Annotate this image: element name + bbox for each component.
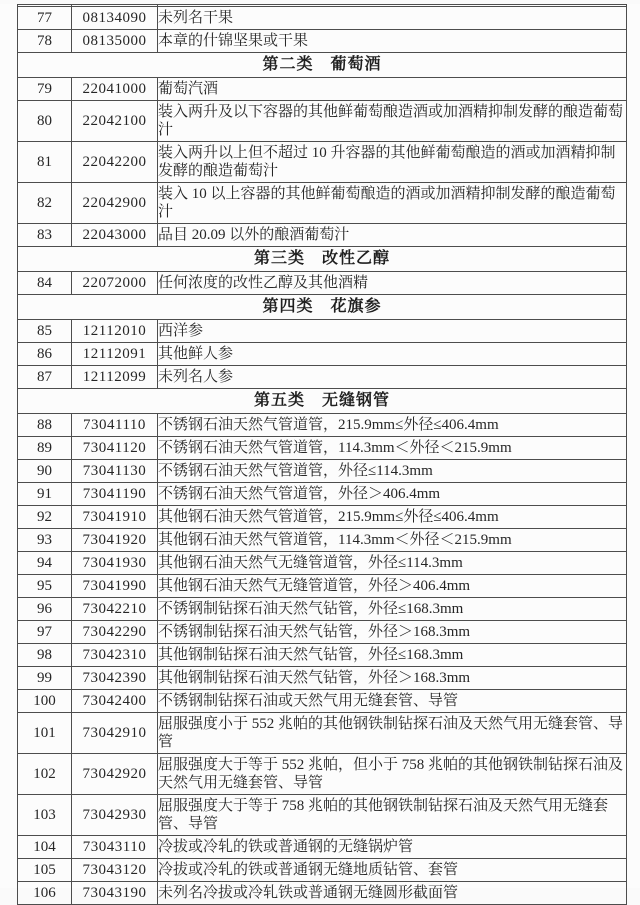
hs-code-cell: 12112010 <box>72 320 158 343</box>
description-cell: 未列名人参 <box>158 366 627 389</box>
description-cell: 其他钢石油天然气管道管，114.3mm＜外径＜215.9mm <box>158 529 627 552</box>
row-number-cell: 87 <box>18 366 72 389</box>
description-cell: 不锈钢制钻探石油天然气钻管，外径＞168.3mm <box>158 621 627 644</box>
hs-code-cell: 73041190 <box>72 483 158 506</box>
row-number-cell: 88 <box>18 414 72 437</box>
table-row <box>18 621 627 644</box>
hs-code-cell: 73042930 <box>72 795 158 836</box>
description-cell: 品目 20.09 以外的酿酒葡萄汁 <box>158 224 627 247</box>
table-row <box>18 713 627 754</box>
hs-code-cell: 73041920 <box>72 529 158 552</box>
hs-code-cell: 73042310 <box>72 644 158 667</box>
table-row <box>18 644 627 667</box>
row-number-cell: 103 <box>18 795 72 836</box>
row-number-cell: 94 <box>18 552 72 575</box>
hs-code-cell: 73042920 <box>72 754 158 795</box>
hs-code-cell: 22042200 <box>72 142 158 183</box>
hs-code-cell: 73041110 <box>72 414 158 437</box>
description-cell: 不锈钢石油天然气管道管，外径≤114.3mm <box>158 460 627 483</box>
description-cell: 未列名干果 <box>158 7 627 30</box>
table-row <box>18 836 627 859</box>
table-row <box>18 598 627 621</box>
description-cell: 冷拔或冷轧的铁或普通钢无缝地质钻管、套管 <box>158 859 627 882</box>
description-cell: 其他钢制钻探石油天然气钻管，外径≤168.3mm <box>158 644 627 667</box>
hs-code-cell: 22041000 <box>72 78 158 101</box>
description-cell: 未列名冷拔或冷轧铁或普通钢无缝圆形截面管 <box>158 882 627 905</box>
hs-code-cell: 73042210 <box>72 598 158 621</box>
hs-code-cell: 73042910 <box>72 713 158 754</box>
section-title: 第三类 改性乙醇 <box>18 247 627 272</box>
row-number-cell: 90 <box>18 460 72 483</box>
table-row <box>18 320 627 343</box>
description-cell: 屈服强度大于等于 552 兆帕，但小于 758 兆帕的其他钢铁制钻探石油及天然气用无缝套管、导管 <box>158 754 627 795</box>
table-row <box>18 506 627 529</box>
description-cell: 不锈钢制钻探石油天然气钻管，外径≤168.3mm <box>158 598 627 621</box>
table-row <box>18 882 627 905</box>
row-number-cell: 104 <box>18 836 72 859</box>
description-cell: 装入 10 以上容器的其他鲜葡萄酿造的酒或加酒精抑制发酵的酿造葡萄汁 <box>158 183 627 224</box>
row-number-cell: 97 <box>18 621 72 644</box>
description-cell: 冷拔或冷轧的铁或普通钢的无缝锅炉管 <box>158 836 627 859</box>
table-row <box>18 460 627 483</box>
hs-code-cell: 73041930 <box>72 552 158 575</box>
description-cell: 不锈钢制钻探石油或天然气用无缝套管、导管 <box>158 690 627 713</box>
table-row <box>18 343 627 366</box>
row-number-cell: 91 <box>18 483 72 506</box>
row-number-cell: 98 <box>18 644 72 667</box>
row-number-cell: 92 <box>18 506 72 529</box>
row-number-cell: 83 <box>18 224 72 247</box>
row-number-cell: 78 <box>18 30 72 53</box>
table-row <box>18 366 627 389</box>
table-row <box>18 30 627 53</box>
table-row <box>18 78 627 101</box>
table-row <box>18 795 627 836</box>
hs-code-cell: 22042100 <box>72 101 158 142</box>
description-cell: 本章的什锦坚果或干果 <box>158 30 627 53</box>
document-page <box>0 4 640 901</box>
description-cell: 西洋参 <box>158 320 627 343</box>
row-number-cell: 106 <box>18 882 72 905</box>
hs-code-cell: 22043000 <box>72 224 158 247</box>
row-number-cell: 89 <box>18 437 72 460</box>
hs-code-cell: 73043120 <box>72 859 158 882</box>
description-cell: 不锈钢石油天然气管道管，114.3mm＜外径＜215.9mm <box>158 437 627 460</box>
hs-code-cell: 73042390 <box>72 667 158 690</box>
section-header-row <box>18 295 627 320</box>
hs-code-cell: 22072000 <box>72 272 158 295</box>
hs-code-cell: 73041910 <box>72 506 158 529</box>
hs-code-cell: 08134090 <box>72 7 158 30</box>
row-number-cell: 81 <box>18 142 72 183</box>
table-row <box>18 7 627 30</box>
table-row <box>18 575 627 598</box>
hs-code-cell: 73043190 <box>72 882 158 905</box>
row-number-cell: 105 <box>18 859 72 882</box>
description-cell: 不锈钢石油天然气管道管，外径＞406.4mm <box>158 483 627 506</box>
description-cell: 其他鲜人参 <box>158 343 627 366</box>
row-number-cell: 96 <box>18 598 72 621</box>
table-row <box>18 552 627 575</box>
hs-code-table <box>17 4 627 905</box>
table-row <box>18 667 627 690</box>
row-number-cell: 102 <box>18 754 72 795</box>
description-cell: 其他钢石油天然气管道管，215.9mm≤外径≤406.4mm <box>158 506 627 529</box>
row-number-cell: 80 <box>18 101 72 142</box>
row-number-cell: 85 <box>18 320 72 343</box>
hs-code-cell: 12112091 <box>72 343 158 366</box>
table-row <box>18 101 627 142</box>
section-header-row <box>18 53 627 78</box>
row-number-cell: 84 <box>18 272 72 295</box>
table-row <box>18 437 627 460</box>
section-header-row <box>18 247 627 272</box>
table-row <box>18 690 627 713</box>
row-number-cell: 99 <box>18 667 72 690</box>
description-cell: 屈服强度大于等于 758 兆帕的其他钢铁制钻探石油及天然气用无缝套管、导管 <box>158 795 627 836</box>
table-row <box>18 224 627 247</box>
hs-code-cell: 73041130 <box>72 460 158 483</box>
row-number-cell: 93 <box>18 529 72 552</box>
row-number-cell: 79 <box>18 78 72 101</box>
hs-code-cell: 73041990 <box>72 575 158 598</box>
hs-code-cell: 22042900 <box>72 183 158 224</box>
table-row <box>18 754 627 795</box>
section-title: 第五类 无缝钢管 <box>18 389 627 414</box>
table-row <box>18 529 627 552</box>
section-header-row <box>18 389 627 414</box>
table-row <box>18 142 627 183</box>
row-number-cell: 82 <box>18 183 72 224</box>
hs-code-cell: 08135000 <box>72 30 158 53</box>
description-cell: 其他钢石油天然气无缝管道管，外径＞406.4mm <box>158 575 627 598</box>
section-title: 第四类 花旗参 <box>18 295 627 320</box>
description-cell: 其他钢制钻探石油天然气钻管，外径＞168.3mm <box>158 667 627 690</box>
table-row <box>18 859 627 882</box>
description-cell: 其他钢石油天然气无缝管道管，外径≤114.3mm <box>158 552 627 575</box>
hs-code-cell: 73042290 <box>72 621 158 644</box>
hs-code-cell: 73041120 <box>72 437 158 460</box>
row-number-cell: 77 <box>18 7 72 30</box>
row-number-cell: 100 <box>18 690 72 713</box>
description-cell: 装入两升及以下容器的其他鲜葡萄酿造酒或加酒精抑制发酵的酿造葡萄汁 <box>158 101 627 142</box>
row-number-cell: 95 <box>18 575 72 598</box>
section-title: 第二类 葡萄酒 <box>18 53 627 78</box>
description-cell: 屈服强度小于 552 兆帕的其他钢铁制钻探石油及天然气用无缝套管、导管 <box>158 713 627 754</box>
hs-code-cell: 73043110 <box>72 836 158 859</box>
description-cell: 装入两升以上但不超过 10 升容器的其他鲜葡萄酿造的酒或加酒精抑制发酵的酿造葡萄汁 <box>158 142 627 183</box>
hs-code-cell: 73042400 <box>72 690 158 713</box>
description-cell: 任何浓度的改性乙醇及其他酒精 <box>158 272 627 295</box>
table-row <box>18 272 627 295</box>
table-row <box>18 183 627 224</box>
table-row <box>18 483 627 506</box>
hs-code-cell: 12112099 <box>72 366 158 389</box>
description-cell: 不锈钢石油天然气管道管，215.9mm≤外径≤406.4mm <box>158 414 627 437</box>
row-number-cell: 86 <box>18 343 72 366</box>
table-row <box>18 414 627 437</box>
description-cell: 葡萄汽酒 <box>158 78 627 101</box>
table-body <box>18 5 627 905</box>
row-number-cell: 101 <box>18 713 72 754</box>
